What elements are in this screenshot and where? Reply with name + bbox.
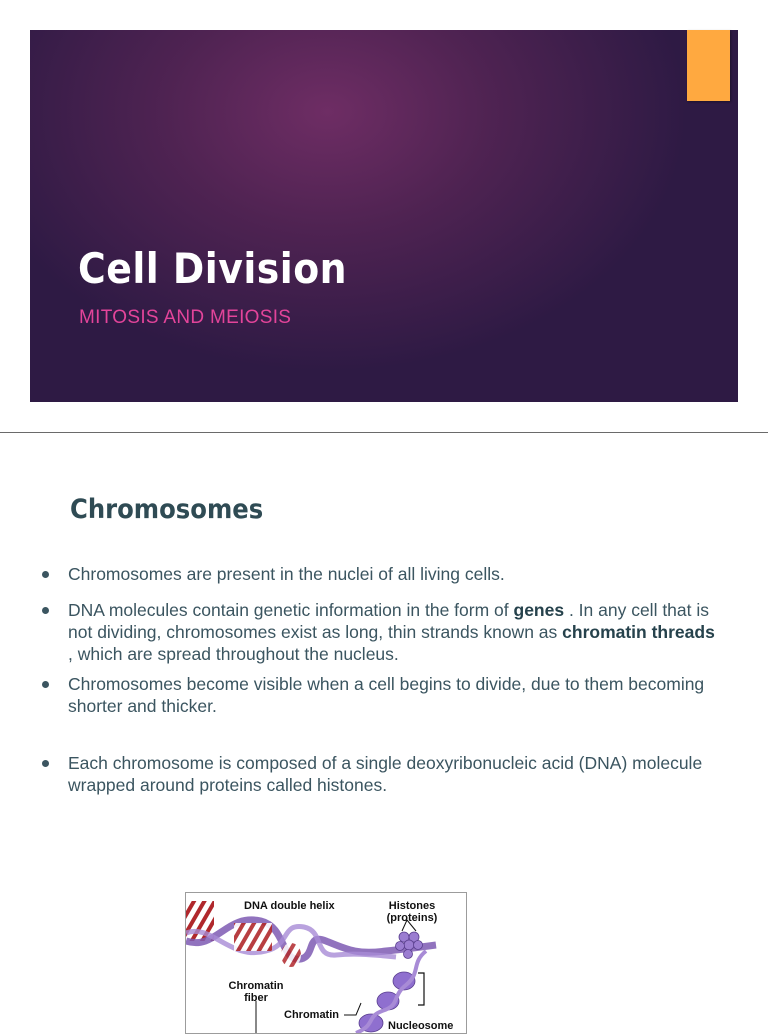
slide-title: Cell Division [78,244,348,293]
chromosome-diagram [185,892,467,1034]
label-proteins: (proteins) [386,912,438,924]
label-histones: Histones [388,900,436,912]
bullet-dot-icon [42,681,49,688]
histone-cluster [396,932,423,959]
bullet-dot-icon [42,607,49,614]
title-slide [30,30,738,402]
chromatin-pointer [344,1003,361,1015]
bullet-text: . In any cell that is not dividing, chromosomes exist as long, thin strands known as [68,600,710,642]
dna-ribbon-upper [186,920,436,959]
label-dna-double-helix: DNA double helix [244,900,335,912]
bullet-text: DNA molecules contain genetic information in the form of [68,600,514,620]
bullet-dot-icon [42,760,49,767]
diagram-svg [186,893,466,1033]
slide-subtitle: MITOSIS AND MEIOSIS [79,307,292,328]
bullet-text: Each chromosome is composed of a single deoxyribonucleic acid (DNA) molecule wrapped around proteins called histones. [68,753,703,795]
bullet-text: Chromosomes become visible when a cell begins to divide, due to them becoming shorter and thicker. [68,674,705,716]
bullet-item [42,599,732,665]
bullet-list [42,563,732,796]
label-fiber: fiber [244,992,268,1004]
section-heading: Chromosomes [70,494,264,525]
bullet-text: Chromosomes are present in the nuclei of all living cells. [68,564,505,584]
label-nucleosome: Nucleosome [388,1020,454,1032]
keyword-genes: genes [513,600,565,620]
page-divider [0,432,768,433]
bullet-item [42,752,732,796]
nucleosome-bracket [418,973,424,1005]
bullet-item [42,673,732,717]
bullet-item [42,563,732,585]
label-chromatin: Chromatin [284,1009,339,1021]
label-chromatin-fiber: Chromatin [228,980,284,992]
bullet-text: , which are spread throughout the nucleus. [68,622,730,664]
accent-tab [687,30,730,101]
keyword-chromatin-threads: chromatin threads [562,622,715,642]
bullet-dot-icon [42,571,49,578]
dna-helix-small-block [281,943,301,967]
dna-helix-mid-block [234,923,272,951]
